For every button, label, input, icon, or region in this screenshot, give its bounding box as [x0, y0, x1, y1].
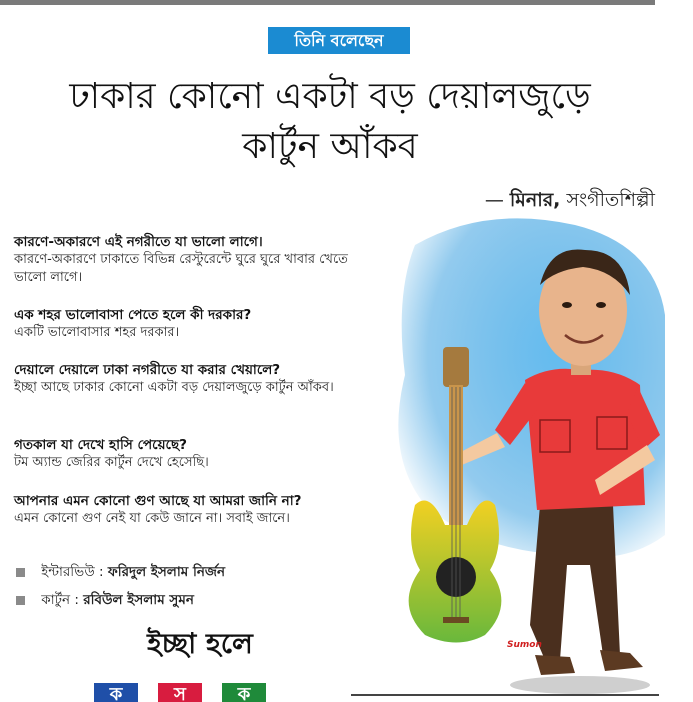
- section-tag: তিনি বলেছেন: [268, 27, 410, 54]
- ground-shadow: [510, 676, 650, 694]
- byline-dash: —: [484, 189, 504, 211]
- guitar-headstock: [443, 347, 469, 387]
- left-shoe: [535, 655, 575, 675]
- qa-item-5: [14, 492, 354, 528]
- square-bullet-icon: [16, 596, 25, 605]
- credit-label: ইন্টারভিউ :: [41, 564, 104, 580]
- bottom-rule: [351, 694, 659, 696]
- eye: [562, 302, 572, 308]
- answer: এমন কোনো গুণ নেই যা কেউ জানে না। সবাই জানে।: [14, 511, 290, 526]
- logo-block-blue: ক: [94, 683, 138, 702]
- answer: কারণে-অকারণে ঢাকাতে বিভিন্ন রেস্টুরেন্টে ঘুরে ঘুরে খাবার খেতে ভালো লাগে।: [14, 252, 348, 285]
- right-shoe: [600, 650, 643, 671]
- qa-item-1: [14, 233, 354, 287]
- logo-block-green: ক: [222, 683, 266, 702]
- cartoon-illustration: [345, 205, 665, 697]
- qa-item-3: [14, 361, 354, 397]
- credit-cartoon: [16, 589, 194, 612]
- logo-title: ইচ্ছা হলে: [147, 627, 253, 660]
- square-bullet-icon: [16, 568, 25, 577]
- byline-name: মিনার,: [509, 189, 561, 211]
- qa-item-4: [14, 436, 354, 472]
- qa-item-2: [14, 306, 354, 342]
- eye: [596, 302, 606, 308]
- credit-name: ফরিদুল ইসলাম নির্জন: [107, 564, 226, 580]
- question: গতকাল যা দেখে হাসি পেয়েছে?: [14, 437, 187, 453]
- answer: ইচ্ছা আছে ঢাকার কোনো একটা বড় দেয়ালজুড়ে কার্টুন আঁকব।: [14, 380, 334, 395]
- question: এক শহর ভালোবাসা পেতে হলে কী দরকার?: [14, 307, 252, 323]
- answer: টম অ্যান্ড জেরির কার্টুন দেখে হেসেছি।: [14, 455, 209, 470]
- credit-label: কার্টুন :: [41, 592, 79, 608]
- byline-role: সংগীতশিল্পী: [566, 189, 655, 211]
- credit-name: রবিউল ইসলাম সুমন: [83, 592, 194, 608]
- headline: [30, 72, 630, 172]
- credit-interview: [16, 561, 225, 584]
- cartoonist-signature: Sumon: [507, 640, 542, 650]
- guitar-bridge: [443, 617, 469, 623]
- logo-block-red: স: [158, 683, 202, 702]
- answer: একটি ভালোবাসার শহর দরকার।: [14, 325, 180, 340]
- headline-line-2: কার্টুন আঁকব: [242, 126, 418, 167]
- headline-line-1: ঢাকার কোনো একটা বড় দেয়ালজুড়ে: [69, 76, 591, 117]
- trousers: [530, 505, 620, 660]
- question: আপনার এমন কোনো গুণ আছে যা আমরা জানি না?: [14, 493, 302, 509]
- question: দেয়ালে দেয়ালে ঢাকা নগরীতে যা করার খেয়ালে?: [14, 362, 281, 378]
- question: কারণে-অকারণে এই নগরীতে যা ভালো লাগে।: [14, 234, 263, 250]
- top-rule: [0, 0, 655, 5]
